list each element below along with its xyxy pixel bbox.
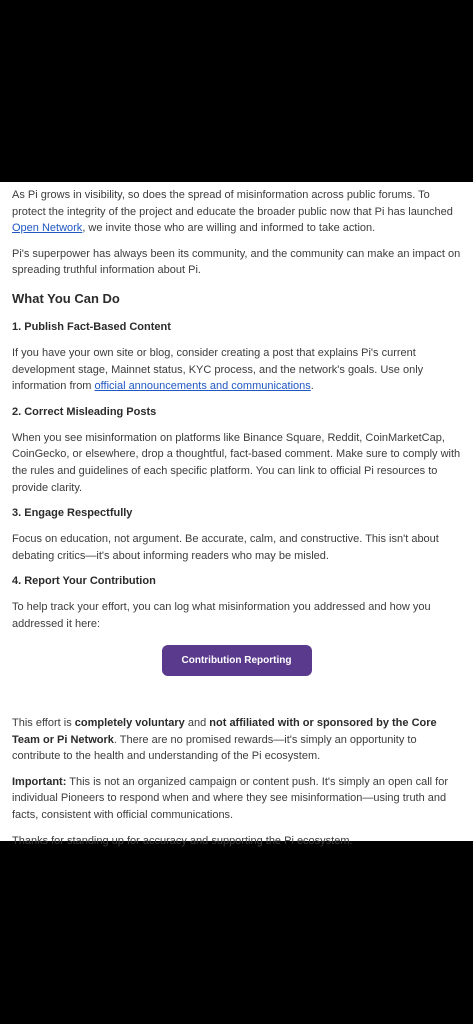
step-3-title: 3. Engage Respectfully (12, 507, 133, 520)
contribution-reporting-form-button[interactable]: Contribution Reporting Form (162, 645, 312, 676)
step-1-title: 1. Publish Fact-Based Content (12, 320, 171, 333)
step-3-text: Focus on education, not argument. Be accurate, calm, and constructive. This isn't about debating critics—it's about informing readers who may be misled. (12, 533, 439, 562)
voluntary-paragraph: This effort is completely voluntary and not affiliated with or sponsored by the Core Team or Pi Network. There are no promised rewards—it's simply an opportunity to contribute to the health and understanding of the Pi ecosystem. (12, 717, 437, 763)
article-content (0, 182, 473, 847)
open-network-link[interactable]: Open Network (12, 222, 83, 235)
step-1-text: If you have your own site or blog, consider creating a post that explains Pi's current development stage, Mainnet status, KYC process, and the network's goals. Use only information from official announcements and communications. (12, 346, 424, 393)
thanks-paragraph: Thanks for standing up for accuracy and supporting the Pi ecosystem. (12, 834, 353, 847)
button-container (12, 645, 461, 700)
important-paragraph: Important: This is not an organized campaign or content push. It's simply an open call for individual Pioneers to respond when and where they see misinformation—using truth and facts, consistent with official communications. (12, 775, 448, 822)
step-4-text: To help track your effort, you can log what misinformation you addressed and how you addressed it here: (12, 601, 431, 630)
intro-paragraph-1: As Pi grows in visibility, so does the spread of misinformation across public forums. To protect the integrity of the project and educate the broader public now that Pi has launched Open Network, we invite those who are willing and informed to take action. (12, 189, 453, 235)
section-title: What You Can Do (12, 290, 120, 306)
step-2-text: When you see misinformation on platforms like Binance Square, Reddit, CoinMarketCap, CoinGecko, or elsewhere, drop a thoughtful, fact-based comment. Make sure to comply with the rules and guidelines of each specific platform. You can link to official Pi resources to provide clarity. (12, 431, 461, 494)
step-4-title: 4. Report Your Contribution (12, 575, 156, 588)
step-2-title: 2. Correct Misleading Posts (12, 405, 157, 418)
official-announcements-link[interactable]: official announcements and communications (94, 380, 311, 393)
intro-paragraph-2: Pi's superpower has always been its community, and the community can make an impact on spreading truthful information about Pi. (12, 247, 461, 277)
